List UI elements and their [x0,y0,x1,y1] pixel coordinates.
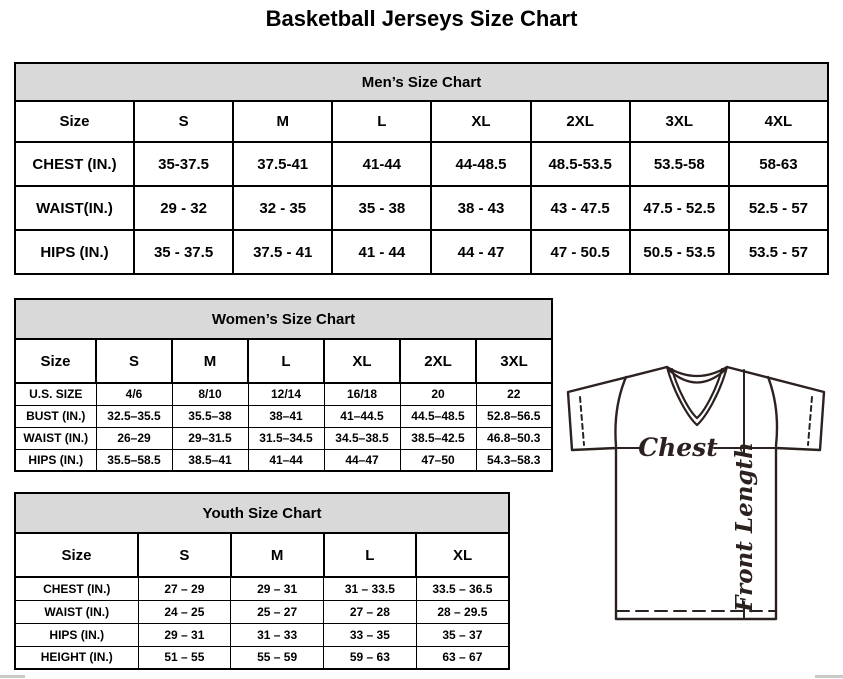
header-cell: 2XL [531,101,630,142]
table-row [15,449,552,471]
value-cell: 28 – 29.5 [416,600,509,623]
value-cell: 35.5–38 [172,405,248,427]
jersey-outline-icon [556,362,842,634]
value-cell: 31 – 33.5 [324,577,417,600]
header-cell: Size [15,101,134,142]
header-row [15,533,509,577]
row-label: HIPS (IN.) [15,623,138,646]
value-cell: 38.5–42.5 [400,427,476,449]
header-cell: M [233,101,332,142]
value-cell: 53.5-58 [630,142,729,186]
row-label: WAIST (IN.) [15,427,96,449]
value-cell: 29 – 31 [231,577,324,600]
value-cell: 35.5–58.5 [96,449,172,471]
women-size-chart-title: Women’s Size Chart [14,298,553,338]
chest-label: Chest [638,433,718,462]
header-cell: L [332,101,431,142]
value-cell: 35 – 37 [416,623,509,646]
value-cell: 25 – 27 [231,600,324,623]
value-cell: 44.5–48.5 [400,405,476,427]
value-cell: 37.5 - 41 [233,230,332,274]
value-cell: 12/14 [248,383,324,405]
women-size-chart-table-wrap [14,338,553,472]
header-cell: 4XL [729,101,828,142]
row-label: HEIGHT (IN.) [15,646,138,669]
value-cell: 44-48.5 [431,142,530,186]
value-cell: 35-37.5 [134,142,233,186]
value-cell: 44 - 47 [431,230,530,274]
row-label: CHEST (IN.) [15,142,134,186]
value-cell: 27 – 29 [138,577,231,600]
page-title: Basketball Jerseys Size Chart [265,6,578,31]
value-cell: 29–31.5 [172,427,248,449]
youth-size-chart-title: Youth Size Chart [14,492,510,532]
value-cell: 8/10 [172,383,248,405]
header-row [15,101,828,142]
value-cell: 38–41 [248,405,324,427]
v-neck-collar [667,367,727,425]
size-table [14,100,829,275]
table-row [15,230,828,274]
value-cell: 32.5–35.5 [96,405,172,427]
value-cell: 38 - 43 [431,186,530,230]
value-cell: 26–29 [96,427,172,449]
table-row [15,142,828,186]
value-cell: 41–44 [248,449,324,471]
table-row [15,186,828,230]
value-cell: 48.5-53.5 [531,142,630,186]
value-cell: 41-44 [332,142,431,186]
size-table [14,338,553,472]
header-cell: M [231,533,324,577]
value-cell: 24 – 25 [138,600,231,623]
header-cell: L [248,339,324,383]
value-cell: 43 - 47.5 [531,186,630,230]
value-cell: 37.5-41 [233,142,332,186]
value-cell: 44–47 [324,449,400,471]
men-size-chart-table-wrap [14,100,829,275]
value-cell: 54.3–58.3 [476,449,552,471]
table-row [15,577,509,600]
value-cell: 35 - 38 [332,186,431,230]
men-size-chart-title: Men’s Size Chart [14,62,829,100]
youth-size-chart [14,492,510,670]
value-cell: 29 – 31 [138,623,231,646]
scrollbar-fragment-right[interactable] [815,675,843,678]
value-cell: 53.5 - 57 [729,230,828,274]
value-cell: 32 - 35 [233,186,332,230]
value-cell: 59 – 63 [324,646,417,669]
value-cell: 16/18 [324,383,400,405]
header-cell: S [138,533,231,577]
value-cell: 47.5 - 52.5 [630,186,729,230]
header-cell: XL [431,101,530,142]
header-cell: 3XL [476,339,552,383]
value-cell: 58-63 [729,142,828,186]
header-cell: L [324,533,417,577]
row-label: WAIST(IN.) [15,186,134,230]
value-cell: 52.8–56.5 [476,405,552,427]
header-cell: S [134,101,233,142]
table-row [15,600,509,623]
value-cell: 51 – 55 [138,646,231,669]
jersey-measurement-diagram [556,362,842,634]
header-cell: Size [15,339,96,383]
value-cell: 63 – 67 [416,646,509,669]
size-table [14,532,510,670]
value-cell: 41 - 44 [332,230,431,274]
front-length-label: Front Length [731,442,758,612]
value-cell: 50.5 - 53.5 [630,230,729,274]
value-cell: 46.8–50.3 [476,427,552,449]
row-label: CHEST (IN.) [15,577,138,600]
row-label: WAIST (IN.) [15,600,138,623]
table-row [15,427,552,449]
header-cell: S [96,339,172,383]
value-cell: 41–44.5 [324,405,400,427]
value-cell: 35 - 37.5 [134,230,233,274]
value-cell: 55 – 59 [231,646,324,669]
men-size-chart [14,62,829,275]
value-cell: 34.5–38.5 [324,427,400,449]
table-row [15,383,552,405]
women-size-chart [14,298,553,472]
value-cell: 47 - 50.5 [531,230,630,274]
value-cell: 31.5–34.5 [248,427,324,449]
value-cell: 22 [476,383,552,405]
scrollbar-fragment-left[interactable] [0,675,25,678]
header-row [15,339,552,383]
value-cell: 33 – 35 [324,623,417,646]
row-label: HIPS (IN.) [15,230,134,274]
value-cell: 31 – 33 [231,623,324,646]
youth-size-chart-table-wrap [14,532,510,670]
header-cell: 2XL [400,339,476,383]
row-label: BUST (IN.) [15,405,96,427]
value-cell: 29 - 32 [134,186,233,230]
value-cell: 52.5 - 57 [729,186,828,230]
header-cell: 3XL [630,101,729,142]
table-row [15,405,552,427]
value-cell: 47–50 [400,449,476,471]
jersey-body-outline [568,367,824,619]
header-cell: M [172,339,248,383]
value-cell: 38.5–41 [172,449,248,471]
row-label: HIPS (IN.) [15,449,96,471]
table-row [15,623,509,646]
value-cell: 27 – 28 [324,600,417,623]
header-cell: XL [324,339,400,383]
header-cell: XL [416,533,509,577]
value-cell: 20 [400,383,476,405]
table-row [15,646,509,669]
row-label: U.S. SIZE [15,383,96,405]
value-cell: 4/6 [96,383,172,405]
header-cell: Size [15,533,138,577]
value-cell: 33.5 – 36.5 [416,577,509,600]
